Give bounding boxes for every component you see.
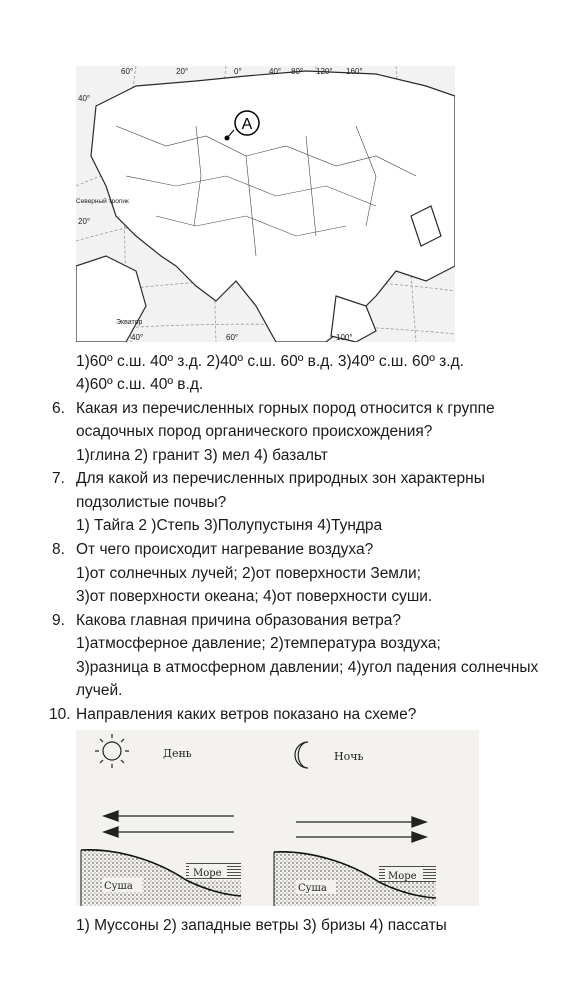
q9-options-line2: 3)разница в атмосферном давлении; 4)угол падения солнечных xyxy=(76,659,539,676)
map-label-80-top: 80° xyxy=(291,67,304,76)
q7-number: 7. xyxy=(52,470,65,487)
night-wind-arrows xyxy=(296,817,426,842)
map-label-40-left: 40° xyxy=(78,94,91,103)
moon-icon xyxy=(295,742,308,768)
q7-text-line2: подзолистые почвы? xyxy=(76,494,227,511)
map-marker-a: A xyxy=(241,116,253,133)
q6-text-line1: Какая из перечисленных горных пород относится к группе xyxy=(76,400,495,417)
q9-options-line1: 1)атмосферное давление; 2)температура воздуха; xyxy=(76,635,441,652)
day-land-label: Суша xyxy=(104,881,133,892)
night-label: Ночь xyxy=(334,750,364,763)
eurasia-map-drawing xyxy=(76,66,455,342)
breeze-diagram xyxy=(76,730,479,906)
eurasia-map xyxy=(76,66,455,342)
q9-number: 9. xyxy=(52,612,65,629)
map-label-0-top: 0° xyxy=(234,67,242,76)
map-label-equator: Экватор xyxy=(116,319,143,326)
q5-options-line2: 4)60º с.ш. 40º в.д. xyxy=(76,376,204,393)
day-label: День xyxy=(163,747,192,760)
map-label-40-bottom: 40° xyxy=(131,333,144,342)
map-label-60-top: 60° xyxy=(121,67,134,76)
map-label-20-top: 20° xyxy=(176,67,189,76)
q10-number: 10. xyxy=(49,706,71,723)
night-sea-label: Море xyxy=(388,871,417,882)
q5-options-line1: 1)60º с.ш. 40º з.д. 2)40º с.ш. 60º в.д. 3)40º с.ш. 60º з.д. xyxy=(76,353,464,370)
q10-options: 1) Муссоны 2) западные ветры 3) бризы 4) пассаты xyxy=(76,917,447,934)
breeze-diagram-drawing xyxy=(76,730,479,906)
q9-options-line3: лучей. xyxy=(76,682,123,699)
sun-icon xyxy=(95,734,129,768)
q6-number: 6. xyxy=(52,400,65,417)
q6-text-line2: осадочных пород органического происхождения? xyxy=(76,423,433,440)
q8-number: 8. xyxy=(52,541,65,558)
map-label-tropic: Северный тропик xyxy=(76,198,129,205)
q7-text-line1: Для какой из перечисленных природных зон характерны xyxy=(76,470,485,487)
day-wind-arrows xyxy=(104,811,234,837)
night-land-label: Суша xyxy=(298,883,327,894)
q8-options-line1: 1)от солнечных лучей; 2)от поверхности Земли; xyxy=(76,565,421,582)
q6-options: 1)глина 2) гранит 3) мел 4) базальт xyxy=(76,447,328,464)
map-label-100-bottom: 100° xyxy=(336,333,353,342)
day-sea-label: Море xyxy=(193,868,222,879)
map-label-120-top: 120° xyxy=(316,67,333,76)
q8-text: От чего происходит нагревание воздуха? xyxy=(76,541,374,558)
map-label-60-bottom: 60° xyxy=(226,333,239,342)
q9-text: Какова главная причина образования ветра? xyxy=(76,612,402,629)
q10-text: Направления каких ветров показано на схеме? xyxy=(76,706,417,723)
q7-options: 1) Тайга 2 )Степь 3)Полупустыня 4)Тундра xyxy=(76,517,383,534)
map-label-40-top: 40° xyxy=(269,67,282,76)
map-label-160-top: 160° xyxy=(346,67,363,76)
q8-options-line2: 3)от поверхности океана; 4)от поверхности суши. xyxy=(76,588,433,605)
map-label-20-left: 20° xyxy=(78,217,91,226)
